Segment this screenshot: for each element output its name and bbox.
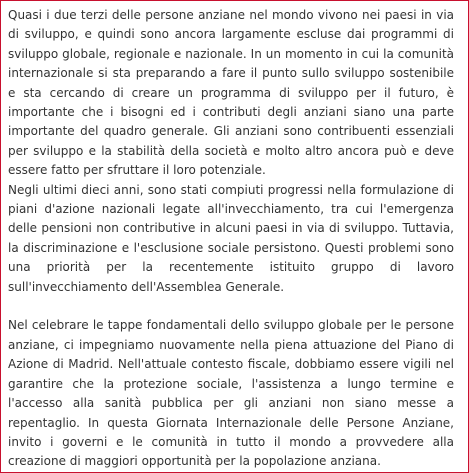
- article-paragraph: Quasi i due terzi delle persone anziane nel mondo vivono nei paesi in via di sviluppo, e quindi sono ancora largamente escluse dai programmi di sviluppo globale, regionale e nazionale. In un momento in cui la comunità internazionale si sta preparando a fare il punto sullo sviluppo sostenibile e sta cercando di creare un programma di sviluppo per il futuro, è importante che i bisogni ed i contributi degli anziani siano una parte importante del quadro generale. Gli anziani sono contribuenti essenziali per sviluppo e la stabilità della società e molto altro ancora può e deve essere fatto per sfruttare il loro potenziale.: [8, 8, 454, 178]
- article-body: [8, 6, 454, 472]
- article-paragraph: Negli ultimi dieci anni, sono stati compiuti progressi nella formulazione di piani d'azione nazionali legate all'invecchiamento, tra cui l'emergenza delle pensioni non contributive in alcuni paesi in via di sviluppo. Tuttavia, la discriminazione e l'esclusione sociale persistono. Questi problemi sono una priorità per la recentemente istituito gruppo di lavoro sull'invecchiamento dell'Assemblea Generale.: [8, 182, 454, 294]
- paragraph-spacer: [8, 297, 454, 316]
- article-paragraph: Nel celebrare le tappe fondamentali dello sviluppo globale per le persone anziane, ci impegniamo nuovamente nella piena attuazione del Piano di Azione di Madrid. Nell'attuale contesto fiscale, dobbiamo essere vigili nel garantire che la protezione sociale, l'assistenza a lungo termine e l'accesso alla sanità pubblica per gli anziani non siano messe a repentaglio. In questa Giornata Internazionale delle Persone Anziane, invito i governi e le comunità in tutto il mondo a provvedere alla creazione di maggiori opportunità per la popolazione anziana.: [8, 318, 454, 469]
